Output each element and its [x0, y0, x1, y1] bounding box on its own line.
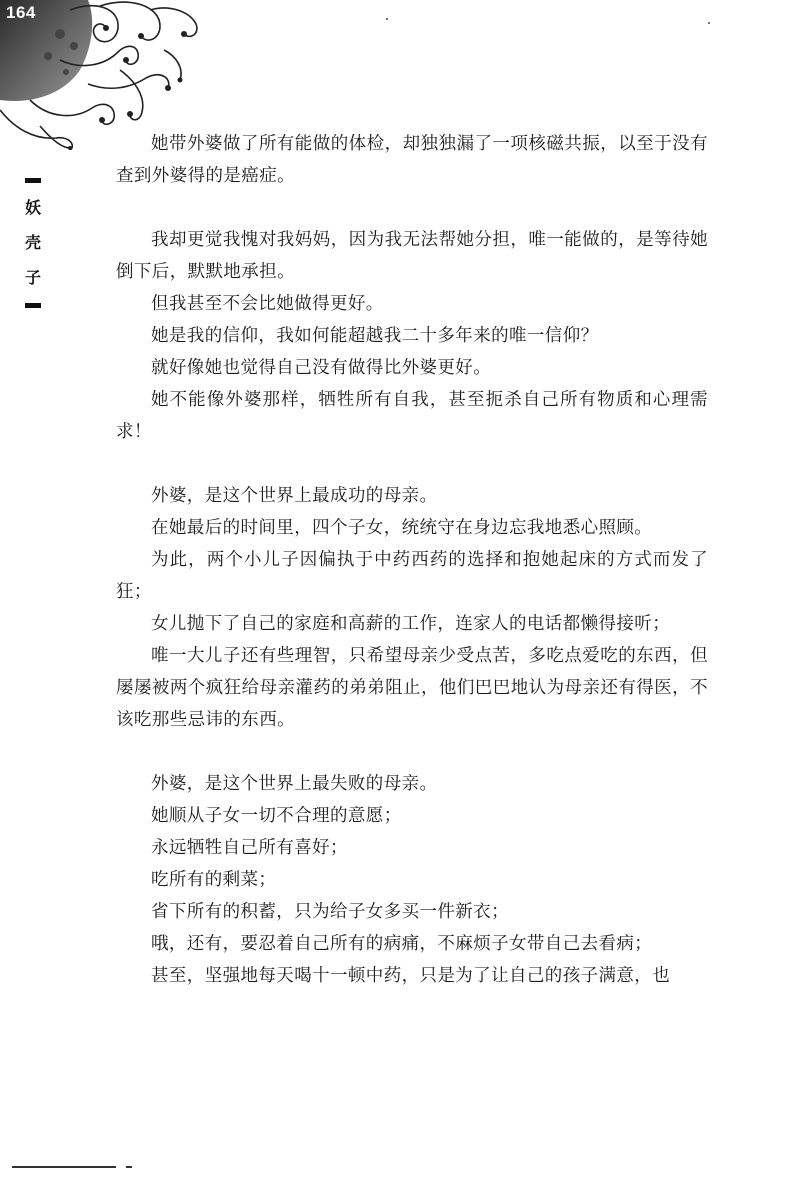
paragraph: 省下所有的积蓄，只为给子女多买一件新衣；	[151, 902, 509, 922]
paragraph: 永远牺牲自己所有喜好；	[151, 838, 348, 858]
paragraph: 就好像她也觉得自己没有做得比外婆更好。	[151, 358, 492, 378]
footer-mark	[126, 1166, 132, 1168]
paragraph: 外婆，是这个世界上最失败的母亲。	[151, 774, 438, 794]
paragraph: 但我甚至不会比她做得更好。	[151, 294, 384, 314]
running-head-bracket-top	[25, 178, 41, 183]
paragraph: 她顺从子女一切不合理的意愿；	[151, 806, 402, 826]
footer-rule	[12, 1166, 116, 1168]
running-head-char: 子	[24, 268, 41, 287]
running-head	[20, 172, 46, 308]
paragraph: 吃所有的剩菜；	[151, 870, 277, 890]
paragraph: 为此，两个小儿子因偏执于中药西药的选择和抱她起床的方式而发了狂；	[116, 550, 708, 602]
paragraph: 甚至，坚强地每天喝十一顿中药，只是为了让自己的孩子满意，也	[151, 966, 671, 986]
scan-speck	[386, 18, 388, 20]
paragraph: 唯一大儿子还有些理智，只希望母亲少受点苦，多吃点爱吃的东西，但屡屡被两个疯狂给母亲灌药的弟弟阻止，他们巴巴地认为母亲还有得医，不该吃那些忌讳的东西。	[116, 646, 708, 730]
paragraph: 女儿抛下了自己的家庭和高薪的工作，连家人的电话都懒得接听；	[151, 614, 671, 634]
paragraph: 她是我的信仰，我如何能超越我二十多年来的唯一信仰？	[151, 326, 599, 346]
paragraph: 她带外婆做了所有能做的体检，却独独漏了一项核磁共振，以至于没有查到外婆得的是癌症。	[116, 134, 708, 186]
page-number: 164	[6, 3, 36, 22]
running-head-char: 妖	[24, 198, 41, 217]
paragraph: 我却更觉我愧对我妈妈，因为我无法帮她分担，唯一能做的，是等待她倒下后，默默地承担。	[116, 230, 708, 282]
scan-speck	[708, 22, 710, 24]
paragraph: 她不能像外婆那样，牺牲所有自我，甚至扼杀自己所有物质和心理需求！	[116, 390, 708, 442]
running-head-bracket-bottom	[25, 303, 41, 308]
running-head-char: 壳	[24, 233, 41, 252]
body-text	[116, 128, 708, 992]
paragraph: 哦，还有，要忍着自己所有的病痛，不麻烦子女带自己去看病；	[151, 934, 653, 954]
paragraph: 在她最后的时间里，四个子女，统统守在身边忘我地悉心照顾。	[151, 518, 653, 538]
paragraph: 外婆，是这个世界上最成功的母亲。	[151, 486, 438, 506]
